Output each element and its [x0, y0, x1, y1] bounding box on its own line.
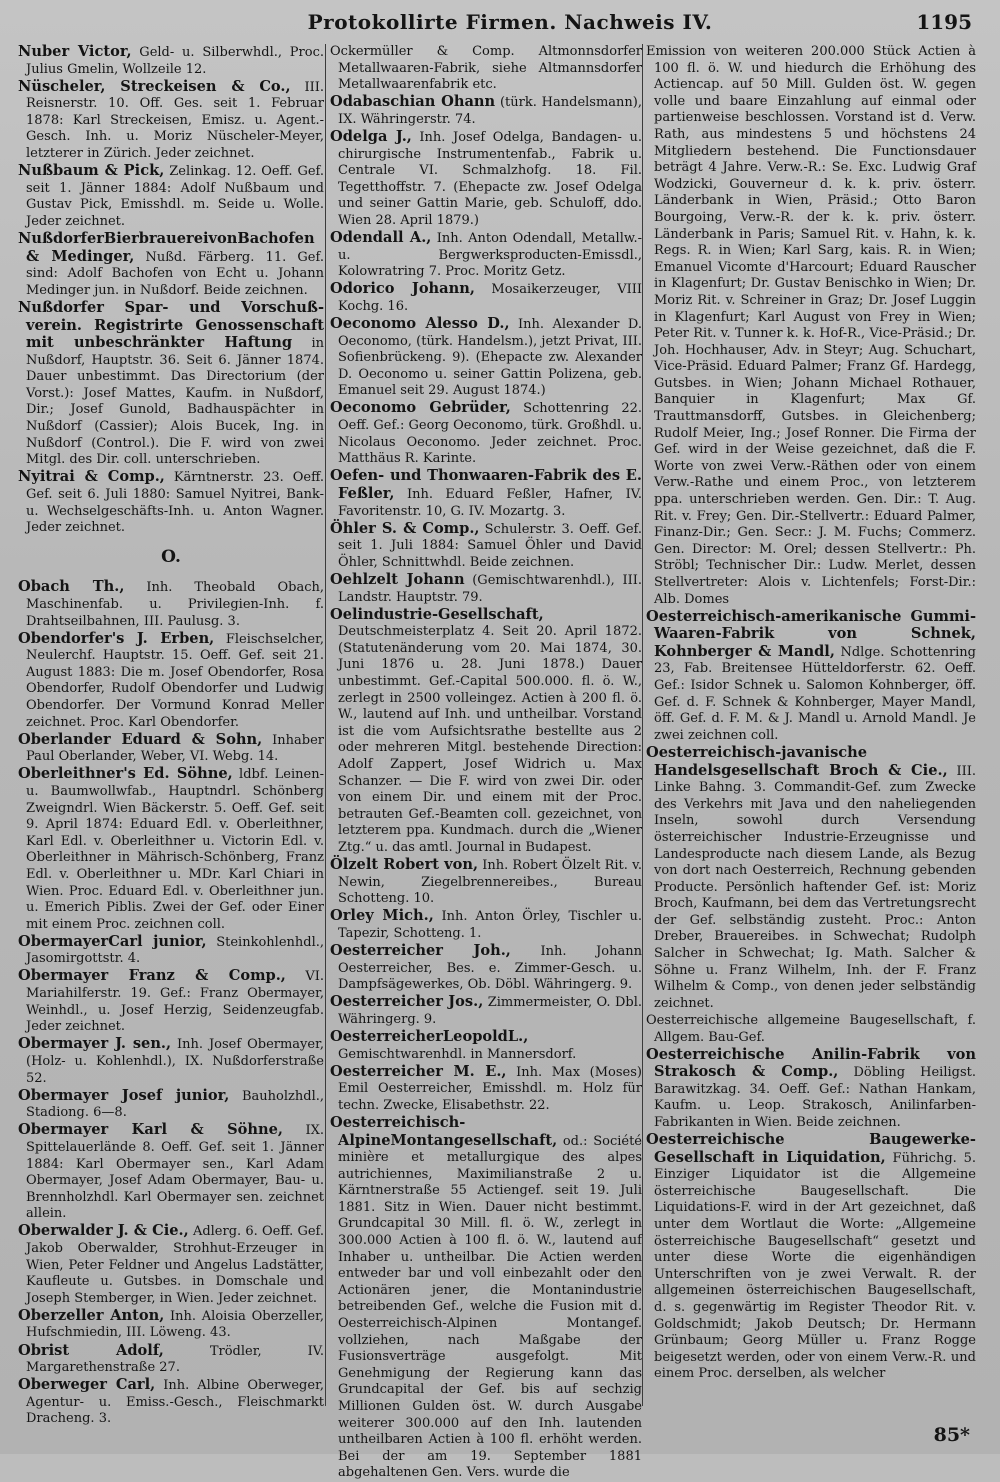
firm-entry: [18, 1343, 324, 1377]
firm-name: Oehlzelt Johann: [330, 570, 465, 588]
firm-name: ObermayerCarl junior,: [18, 932, 207, 950]
firm-details: Bauholzhdl., Stadiong. 6—8.: [26, 1088, 324, 1121]
firm-details: Adlerg. 6. Oeff. Gef. Jakob Oberwalder, Strohhut-Erzeuger in Wien, Peter Feldner und Angelus Ladstätter, Kaufleute u. Gutsbes. in Domschale und Joseph Stemberger, in Wien. Jeder zeichnet.: [26, 1224, 324, 1306]
firm-entry: [330, 1029, 642, 1063]
firm-entry: [330, 400, 642, 467]
firm-entry: [330, 230, 642, 281]
firm-entry: [330, 857, 642, 908]
firm-details: Inh. Josef Obermayer, (Holz- u. Kohlenhdl.), IX. Nußdorferstraße 52.: [26, 1037, 325, 1086]
firm-details: Inh. Aloisia Oberzeller, Hufschmiedin, III. Löweng. 43.: [26, 1308, 324, 1341]
firm-name: Oberweger Carl,: [18, 1376, 156, 1394]
page-title: Protokollirte Firmen. Nachweis IV.: [307, 10, 713, 34]
firm-name: Oeconomo Alesso D.,: [330, 315, 510, 332]
firm-name: Obendorfer's J. Erben,: [18, 629, 215, 647]
firm-details: Oesterreichische allgemeine Baugesellschaft, f. Allgem. Bau-Gef.: [646, 1012, 976, 1045]
firm-details: Mosaikerzeuger, VIII Kochg. 16.: [338, 282, 642, 314]
firm-details: in Nußdorf, Hauptstr. 36. Seit 6. Jänner 1874. Dauer unbestimmt. Das Directorium (der Vorst.): Josef Mattes, Kaufm. in Nußdorf, Dir.; Josef Gunold, Badhauspächter in Nußdorf (Cassier); Alois Bucek, Ing. in Nußdorf (Control.). Die F. wird von zwei Mitgl. des Dir. coll. unterschrieben.: [26, 336, 324, 468]
firm-entry: [330, 994, 642, 1028]
firm-name: Nyitrai & Comp.,: [18, 468, 165, 486]
firm-details: Zelinkag. 12. Oeff. Gef. seit 1. Jänner 1884: Adolf Nußbaum und Gustav Pick, Emisshdl. m. Seide u. Wolle. Jeder zeichnet.: [26, 164, 325, 229]
firm-entry: [18, 79, 324, 163]
firm-details: Inh. Theobald Obach, Maschinenfab. u. Privilegien-Inh. f. Drahtseilbahnen, III. Paulusg. 3.: [26, 580, 324, 629]
firm-entry: [330, 281, 642, 315]
firm-entry: [18, 163, 324, 230]
firm-entry: [330, 44, 642, 94]
firm-name: Oefen- und Thonwaaren-Fabrik des E. Feßler,: [330, 467, 642, 502]
page-number: 1195: [916, 10, 972, 34]
firm-entry: [18, 1223, 324, 1307]
firm-entry: [18, 231, 324, 299]
firm-name: Oesterreicher M. E.,: [330, 1062, 507, 1080]
firm-details: Kärntnerstr. 23. Oeff. Gef. seit 6. Juli 1880: Samuel Nyitrei, Bank- u. Wechselgeschäfts-Inh. u. Anton Wagner. Jeder zeichnet.: [26, 470, 324, 536]
column-2: [330, 44, 642, 1482]
firm-details: Inh. Eduard Feßler, Hafner, IV. Favoritenstr. 10, G. IV. Mozartg. 3.: [338, 486, 642, 519]
firm-name: Nüscheler, Streckeisen & Co.,: [18, 77, 291, 95]
firm-entry: [18, 934, 324, 968]
firm-entry: [330, 468, 642, 520]
firm-details: Inh. Robert Ölzelt Rit. v. Newin, Ziegelbrennereibes., Bureau Schotteng. 10.: [338, 858, 643, 907]
firm-details: Nußd. Färberg. 11. Gef. sind: Adolf Bachofen von Echt u. Johann Medinger jun. in Nußdorf. Beide zeichnen.: [26, 249, 324, 298]
firm-entry: [18, 1377, 324, 1428]
firm-entry: [18, 300, 324, 469]
firm-name: Obrist Adolf,: [18, 1341, 164, 1359]
firm-entry: [330, 607, 642, 857]
firm-entry: [18, 1036, 324, 1087]
firm-name: Odendall A.,: [330, 229, 432, 247]
firm-details: Gemischtwarenhdl. in Mannersdorf.: [338, 1046, 577, 1062]
firm-details: Ndlge. Schottenring 23, Fab. Breitensee Hütteldorferstr. 62. Oeff. Gef.: Isidor Schnek u. Salomon Kohnberger, öff. Gef. d. F. Schnek & Kohnberger, Mayer Mandl, öff. Gef. d. F. M. & J. Mandl u. Arnold Mandl. Je zwei zeichnen coll.: [654, 644, 977, 743]
firm-entry: [646, 1132, 976, 1383]
firm-entry: [330, 521, 642, 572]
firm-entry: [18, 631, 324, 732]
firm-entry: [18, 968, 324, 1035]
firm-name: Oesterreicher Jos.,: [330, 993, 484, 1011]
firm-name: Oesterreichisch-AlpineMontangesellschaft,: [330, 1113, 558, 1149]
firm-details: Geld- u. Silberwhdl., Proc. Julius Gmelin, Wollzeile 12.: [26, 45, 324, 77]
section-letter: O.: [161, 546, 181, 567]
column-divider-2: [642, 44, 643, 1406]
firm-name: Öhler S. & Comp.,: [330, 519, 480, 537]
firm-details: (türk. Handelsmann), IX. Währingerstr. 74.: [338, 95, 642, 127]
firm-details: Deutschmeisterplatz 4. Seit 20. April 1872. (Statutenänderung vom 20. Mai 1874, 30. Juni 1876 u. 28. Juni 1878.) Dauer unbestimmt. Gef.-Capital 500.000. fl. ö. W., zerlegt in 2500 volleingez. Actien à 200 fl. ö. W., lautend auf Inh. und untheilbar. Vorstand ist die vom Aufsichtsrathe bestellte aus 2 oder mehreren Mitgl. bestehende Direction: Adolf Zappert, Josef Widrich u. Max Schanzer. — Die F. wird von zwei Dir. oder von einem Dir. und einem mit der Proc. betrauten Gef.-Beamten coll. gezeichnet, von letzterem ppa. Kundmach. durch die „Wiener Ztg.“ u. das amtl. Journal in Budapest.: [338, 624, 642, 855]
column-divider-1: [325, 44, 326, 1406]
firm-details: Inh. Alexander D. Oeconomo, (türk. Handelsm.), jetzt Privat, III. Sofienbrückeng. 9). (Ehepacte zw. Alexander D. Oeconomo u. seiner Gattin Polizena, geb. Emanuel seit 29. August 1874.): [338, 317, 642, 399]
firm-entry: [646, 1013, 976, 1046]
firm-name: Oberlander Eduard & Sohn,: [18, 730, 263, 748]
firm-details: Emission von weiteren 200.000 Stück Actien à 100 fl. ö. W. und hiedurch die Erhöhung des Actiencap. auf 50 Mill. Gulden öst. W. gegen volle und baare Einzahlung auf einmal oder partienweise beschlossen. Vorstand ist d. Verw. Rath, aus mindestens 5 und höchstens 24 Mitgliedern bestehend. Die Functionsdauer beträgt 4 Jahre. Verw.-R.: Se. Exc. Ludwig Graf Wodzicki, Gouverneur d. k. k. priv. österr. Länderbank in Wien, Präsid.; Otto Baron Bourgoing, Verw.-R. der k. k. priv. österr. Länderbank in Paris; Samuel Rit. v. Hahn, k. k. Regs. R. in Wien; Karl Sarg, kais. R. in Wien; Emanuel Vicomte d'Harcourt; Eduard Rauscher in Klagenfurt; Dr. Gustav Benischko in Wien; Dr. Moriz Rit. v. Schreiner in Graz; Dr. Josef Luggin in Klagenfurt; Karl August von Frey in Wien; Peter Rit. v. Tunner k. k. Hof-R., Vice-Präsid.; Dr. Joh. Hochhauser, Adv. in Steyr; Aug. Schuchart, Vice-Präsid. Eduard Palmer; Franz Gf. Hardegg, Gutsbes. in Wien; Johann Michael Rothauer, Banquier in Klagenfurt; Max Gf. Trauttmansdorff, Gutsbes. in Gleichenberg; Rudolf Meier, Ing.; Josef Ronner. Die Firma der Gef. wird in der Weise gezeichnet, daß die F. Worte von zwei Verw.-Räthen oder von einem Verw.-Rathe und einem Proc., von letzterem ppa. unterschrieben werden. Gen. Dir.: T. Aug. Rit. v. Frey; Gen. Dir.-Stellvertr.: Eduard Palmer, Finanz-Dir.; Gen. Secr.: J. M. Fuchs; Commerz. Gen. Director: M. Orel; dessen Stellvertr.: Ph. Ströbl; Technischer Dir.: Ludw. Merlet, dessen Stellvertreter: Alois v. Lichtenfels; Forst-Dir.: Alb. Domes: [646, 44, 976, 607]
firm-details: Ockermüller & Comp. Altmonnsdorfer Metallwaaren-Fabrik, siehe Altmannsdorfer Metallwaarenfabrik etc.: [330, 44, 642, 93]
firm-details: Inh. Albine Oberweger, Agentur- u. Emiss.-Gesch., Fleischmarkt Dracheng. 3.: [26, 1378, 324, 1427]
firm-entry: [18, 1088, 324, 1122]
firm-entry: [18, 1122, 324, 1223]
firm-details: Schottenring 22. Oeff. Gef.: Georg Oeconomo, türk. Großhdl. u. Nicolaus Oeconomo. Jeder zeichnet. Proc. Matthäus R. Karinte.: [338, 401, 642, 467]
firm-entry: [646, 609, 976, 745]
firm-name: Oberzeller Anton,: [18, 1306, 165, 1324]
firm-details: Trödler, IV. Margarethenstraße 27.: [26, 1343, 325, 1376]
firm-name: Orley Mich.,: [330, 907, 434, 925]
firm-name: Obermayer Franz & Comp.,: [18, 967, 286, 985]
firm-entry: [18, 1308, 324, 1342]
firm-details: Zimmermeister, O. Dbl. Währingerg. 9.: [338, 995, 643, 1027]
firm-details: Inh. Josef Odelga, Bandagen- u. chirurgische Instrumentenfab., Fabrik u. Centrale VI. Schmalzhofg. 18. Fil. Tegetthoffstr. 7. (Ehepacte zw. Josef Odelga und seiner Gattin Marie, geb. Schuloff, ddo. Wien 28. April 1879.): [338, 129, 642, 228]
firm-name: NußdorferBierbrauereivonBachofen & Medinger,: [18, 230, 315, 265]
firm-details: (Gemischtwarenhdl.), III. Landstr. Hauptstr. 79.: [338, 572, 642, 605]
firm-name: Oelindustrie-Gesellschaft,: [330, 605, 544, 623]
firm-details: III. Reisnerstr. 10. Off. Ges. seit 1. Februar 1878: Karl Streckeisen, Emisz. u. Agent.-Gesch. Inh. u. Moriz Nüscheler-Meyer, letzterer in Zürich. Jeder zeichnet.: [26, 79, 324, 162]
firm-entry: [646, 745, 976, 1013]
firm-details: Inh. Anton Odendall, Metallw.- u. Bergwerksproducten-Emissdl., Kolowratring 7. Proc. Moritz Getz.: [338, 231, 642, 280]
firm-entry: [330, 908, 642, 942]
firm-entry: [646, 44, 976, 608]
firm-name: Obermayer J. sen.,: [18, 1035, 172, 1053]
firm-name: Nuber Victor,: [18, 43, 132, 60]
firm-details: od.: Société minière et metallurgique des alpes autrichiennes, Maximilianstraße 2 u. Kärntnerstraße 55 Actiengef. seit 19. Juli 1881. Sitz in Wien. Dauer nicht bestimmt. Grundcapital 30 Mill. fl. ö. W., zerlegt in 300.000 Actien à 100 fl. ö. W., lautend auf Inhaber u. untheilbar. Die Actien werden entweder bar und voll einbezahlt oder den Actionären jener, die Montanindustrie betreibenden Gef., welche die Fusion mit d. Oesterreichisch-Alpinen Montangef. vollziehen, nach Maßgabe der Fusionsverträge ausgefolgt. Mit Genehmigung der Regierung kann das Grundcapital der Gef. bis auf sechzig Millionen Gulden öst. W. durch Ausgabe weiterer 300.000 auf den Inh. lautenden untheilbaren Actien à 100 fl. erhöht werden. Bei der am 19. September 1881 abgehaltenen Gen. Vers. wurde die: [338, 1133, 642, 1481]
column-3: [646, 44, 976, 1384]
firm-name: Oeconomo Gebrüder,: [330, 399, 511, 417]
firm-name: Oesterreichische Baugewerke-Gesellschaft in Liquidation,: [646, 1131, 976, 1166]
firm-details: ldbf. Leinen- u. Baumwollwfab., Hauptndrl. Schönberg Zweigndrl. Wien Bäckerstr. 5. Oeff. Gef. seit 9. April 1874: Eduard Edl. v. Oberleithner, Karl Edl. v. Oberleithner u. Victorin Edl. v. Oberleithner in Mährisch-Schönberg, Franz Edl. v. Oberleithner u. MDr. Karl Chiari in Wien. Proc. Eduard Edl. v. Oberleithner jun. u. Emerich Piblis. Zwei der Gef. oder Einer mit einem Proc. zeichnen coll.: [26, 767, 324, 932]
firm-entry: [330, 572, 642, 606]
firm-name: Obach Th.,: [18, 578, 125, 596]
firm-details: Inh. Johann Oesterreicher, Bes. e. Zimmer-Gesch. u. Dampfsägewerkes, Ob. Döbl. Währingerg. 9.: [338, 943, 642, 993]
firm-name: Ölzelt Robert von,: [330, 856, 479, 873]
firm-name: Oberleithner's Ed. Söhne,: [18, 765, 233, 783]
firm-entry: [18, 44, 324, 78]
firm-name: Oesterreichische Anilin-Fabrik von Strakosch & Comp.,: [646, 1045, 976, 1081]
column-1: [18, 44, 324, 1429]
firm-details: Schulerstr. 3. Oeff. Gef. seit 1. Juli 1884: Samuel Öhler und David Öhler, Schnittwhdl. Beide zeichnen.: [338, 521, 642, 570]
firm-details: Inh. Anton Örley, Tischler u. Tapezir, Schotteng. 1.: [338, 909, 642, 941]
firm-details: Fleischselcher, Neulerchf. Hauptstr. 15. Oeff. Gef. seit 21. August 1883: Die m. Josef Obendorfer, Rosa Obendorfer, Rudolf Obendorfer und Ludwig Obendorfer. Der Vormund Konrad Meller zeichnet. Proc. Karl Obendorfer.: [26, 631, 324, 730]
firm-entry: [646, 1047, 976, 1132]
firm-details: IX. Spittelauerlände 8. Oeff. Gef. seit 1. Jänner 1884: Karl Obermayer sen., Karl Adam Obermayer, Josef Adam Obermayer, Bau- u. Brennholzhdl. Karl Obermayer sen. zeichnet allein.: [26, 1123, 324, 1222]
firm-details: III. Linke Bahng. 3. Commandit-Gef. zum Zwecke des Verkehrs mit Java und den naheliegenden Inseln, sowohl durch Versendung österreichischer Industrie-Erzeugnisse und Landesproducte nach diesem Lande, als Bezug von dort nach Oesterreich, Rechnung gebenden Producte. Persönlich haftender Gef. ist: Moriz Broch, Kaufmann, bei dem das Vertretungsrecht der Gef. selbständig zusteht. Proc.: Anton Dreber, Brauereibes. in Schwechat; Rudolph Salcher in Schwechat; Ig. Math. Salcher & Söhne u. Franz Wilhelm, Inh. der F. Franz Wilhelm & Comp., von denen jeder selbständig zeichnet.: [654, 763, 976, 1011]
firm-details: Inh. Max (Moses) Emil Oesterreicher, Emisshdl. m. Holz für techn. Zwecke, Elisabethstr. 22.: [338, 1064, 642, 1113]
firm-entry: [330, 316, 642, 400]
firm-name: Nußbaum & Pick,: [18, 162, 165, 180]
firm-name: Obermayer Karl & Söhne,: [18, 1121, 283, 1139]
sheet-signature: 85*: [933, 1424, 970, 1446]
firm-name: Odorico Johann,: [330, 280, 475, 298]
firm-entry: [330, 94, 642, 128]
firm-details: Inhaber Paul Oberlander, Weber, VI. Webg. 14.: [26, 732, 324, 765]
firm-name: OesterreicherLeopoldL.,: [330, 1027, 529, 1045]
firm-entry: [18, 732, 324, 766]
firm-entry: [18, 766, 324, 933]
firm-entry: [330, 1115, 642, 1482]
firm-details: Führichg. 5. Einziger Liquidator ist die Allgemeine österreichische Baugesellschaft. Die Liquidations-F. wird in der Art gezeichnet, daß unter dem Wortlaut die Worte: „Allgemeine österreichische Baugesellschaft“ gesetzt und unter diese Worte die eigenhändigen Unterschriften von je zwei Verwalt. R. der allgemeinen österreichischen Baugesellschaft, d. s. gegenwärtig im Register Theodor Rit. v. Goldschmidt; Jakob Deutsch; Dr. Hermann Grünbaum; Georg Müller u. Franz Rogge beigesetzt werden, oder von einem Verw.-R. und einem Proc. derselben, als welcher: [654, 1150, 976, 1382]
firm-name: Obermayer Josef junior,: [18, 1086, 230, 1104]
firm-details: VI. Mariahilferstr. 19. Gef.: Franz Obermayer, Weinhdl., u. Josef Herzig, Seidenzeugfab. Jeder zeichnet.: [26, 969, 324, 1035]
firm-entry: [330, 129, 642, 230]
firm-name: Odelga J.,: [330, 127, 412, 145]
firm-entry: [330, 1064, 642, 1115]
firm-name: Oesterreichisch-javanische Handelsgesellschaft Broch & Cie.,: [646, 743, 948, 779]
firm-entry: [330, 943, 642, 994]
firm-details: Döbling Heiligst. Barawitzkag. 34. Oeff. Gef.: Nathan Hankam, Kaufm. u. Leop. Strakosch, Anilinfarben-Fabrikanten in Wien. Beide zeichnen.: [654, 1065, 976, 1130]
firm-entry: [18, 469, 324, 536]
firm-details: Steinkohlenhdl., Jasomirgottstr. 4.: [26, 934, 324, 967]
firm-name: Oesterreichisch-amerikanische Gummi-Waaren-Fabrik von Schnek, Kohnberger & Mandl,: [646, 607, 976, 660]
firm-entry: [18, 579, 324, 630]
firm-name: Oesterreicher Joh.,: [330, 941, 511, 959]
firm-name: Odabaschian Ohann: [330, 93, 496, 111]
firm-name: Nußdorfer Spar- und Vorschuß-verein. Registrirte Genossenschaft mit unbeschränkter Haftung: [18, 298, 324, 352]
firm-name: Oberwalder J. & Cie.,: [18, 1222, 189, 1240]
